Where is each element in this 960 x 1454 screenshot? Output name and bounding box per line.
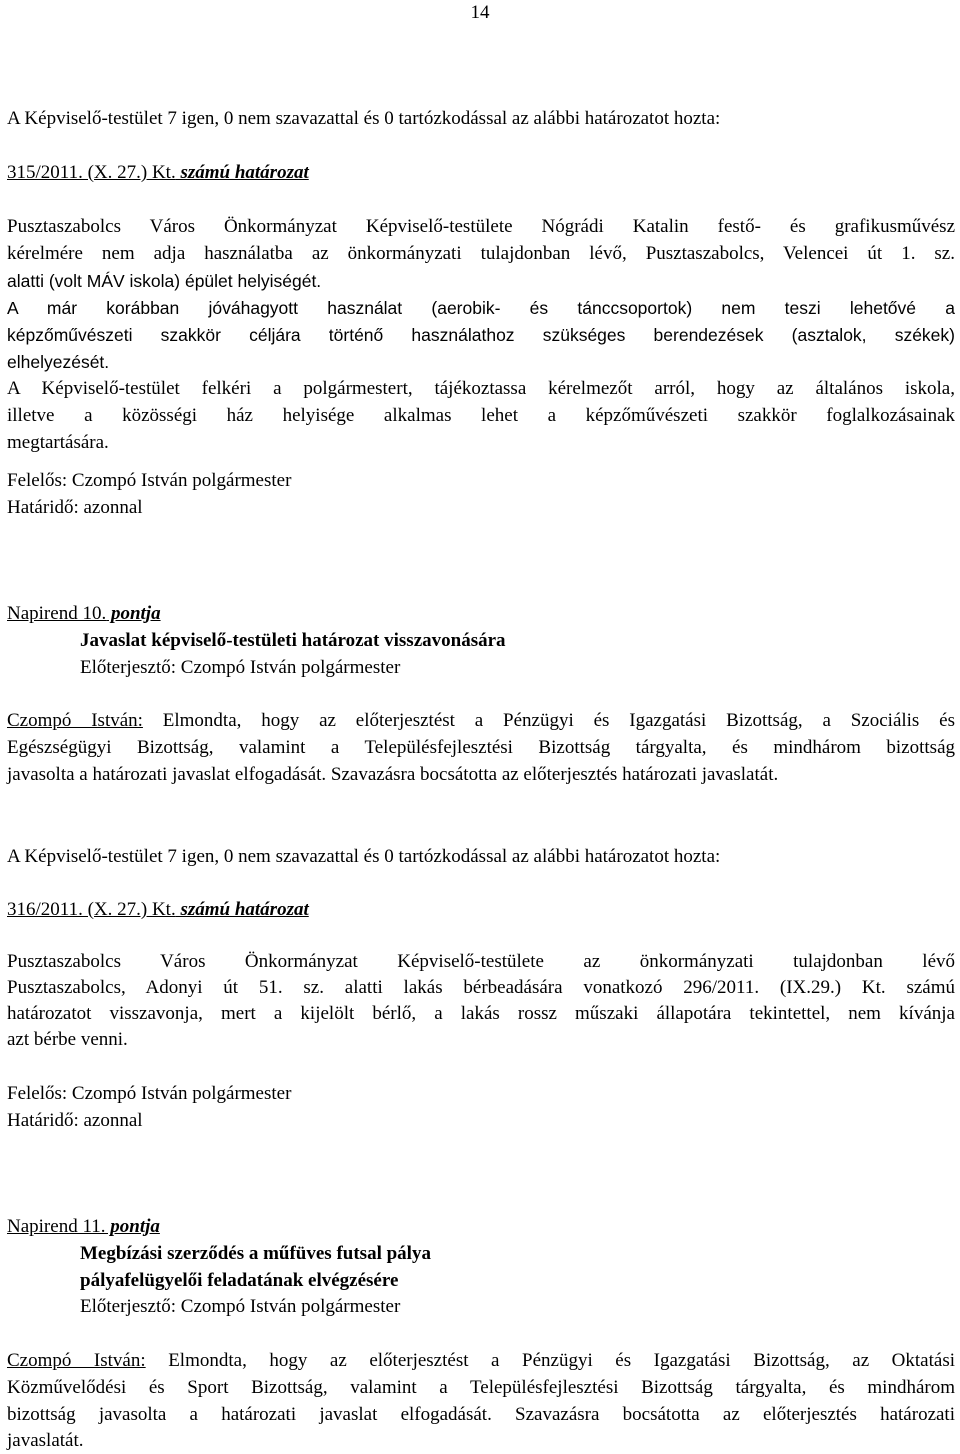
resolution-316-heading: [7, 899, 955, 921]
vote-statement-1: A Képviselő-testület 7 igen, 0 nem szavazattal és 0 tartózkodással az alábbi határozatot hozta:: [7, 108, 721, 129]
resolution-315-responsible: Felelős: Czompó István polgármester: [7, 470, 292, 491]
agenda-10-presenter: Előterjesztő: Czompó István polgármester: [80, 657, 401, 678]
agenda-11-minutes-line: bizottság javasolta a határozati javaslat elfogadását. Szavazásra bocsátotta az előterjesztés határozati: [7, 1404, 955, 1425]
agenda-11-point: pontja: [105, 1216, 160, 1237]
resolution-315-number: 315/2011. (X. 27.) Kt.: [7, 162, 176, 183]
resolution-316-line: Pusztaszabolcs Város Önkormányzat Képviselő-testülete az önkormányzati tulajdonban lévő: [7, 951, 955, 972]
resolution-315-heading: [7, 162, 955, 184]
resolution-315-line: illetve a közösségi ház helyisége alkalmas lehet a képzőművészeti szakkör foglalkozásainak: [7, 405, 955, 426]
agenda-10-point: pontja: [106, 603, 161, 624]
agenda-11-speaker: Czompó István:: [7, 1350, 146, 1371]
resolution-315-line: megtartására.: [7, 432, 109, 453]
resolution-315-line: A már korábban jóváhagyott használat (aerobik- és tánccsoportok) nem teszi lehetővé a: [7, 298, 955, 318]
resolution-316-label: számú határozat: [175, 899, 309, 920]
resolution-315-line: A Képviselő-testület felkéri a polgármestert, tájékoztassa kérelmezőt arról, hogy az általános iskola,: [7, 378, 955, 399]
agenda-10-minutes-text: Elmondta, hogy az előterjesztést a Pénzügyi és Igazgatási Bizottság, a Szociális és: [142, 710, 955, 731]
agenda-11-label: [7, 1216, 955, 1238]
resolution-316-deadline: Határidő: azonnal: [7, 1110, 143, 1131]
page-number: 14: [470, 2, 490, 23]
agenda-11-minutes-line: Közművelődési és Sport Bizottság, valamint a Településfejlesztési Bizottság tárgyalta, és mindhárom: [7, 1377, 955, 1398]
resolution-315-line: kérelmére nem adja használatba az önkormányzati tulajdonban lévő, Pusztaszabolcs, Velencei út 1. sz.: [7, 243, 955, 264]
agenda-11-minutes-line: javaslatát.: [7, 1430, 84, 1451]
agenda-10-title: Javaslat képviselő-testületi határozat visszavonására: [80, 630, 506, 651]
resolution-315-line: képzőművészeti szakkör céljára történő használathoz szükséges berendezések (asztalok, székek): [7, 325, 955, 345]
resolution-315-deadline: Határidő: azonnal: [7, 497, 143, 518]
resolution-315-line: elhelyezését.: [7, 352, 110, 372]
agenda-11-minutes-text: Elmondta, hogy az előterjesztést a Pénzügyi és Igazgatási Bizottság, az Oktatási: [145, 1350, 955, 1371]
agenda-10-label: [7, 603, 955, 625]
agenda-11-presenter: Előterjesztő: Czompó István polgármester: [80, 1296, 401, 1317]
resolution-316-line: azt bérbe venni.: [7, 1029, 128, 1050]
resolution-315-line: Pusztaszabolcs Város Önkormányzat Képviselő-testülete Nógrádi Katalin festő- és grafikusművész: [7, 216, 955, 237]
resolution-315-label: számú határozat: [175, 162, 309, 183]
agenda-11-title-line-1: Megbízási szerződés a műfüves futsal pálya: [80, 1243, 431, 1264]
vote-statement-2: A Képviselő-testület 7 igen, 0 nem szavazattal és 0 tartózkodással az alábbi határozatot hozta:: [7, 846, 721, 867]
agenda-11-minutes-line: [7, 1350, 955, 1372]
agenda-11-title-line-2: pályafelügyelői feladatának elvégzésére: [80, 1270, 399, 1291]
resolution-316-number: 316/2011. (X. 27.) Kt.: [7, 899, 176, 920]
agenda-11-number: Napirend 11.: [7, 1216, 106, 1237]
resolution-316-line: Pusztaszabolcs, Adonyi út 51. sz. alatti lakás bérbeadására vonatkozó 296/2011. (IX.29.) Kt. számú: [7, 977, 955, 998]
resolution-315-line: alatti (volt MÁV iskola) épület helyiségét.: [7, 271, 322, 291]
agenda-10-minutes-line: Egészségügyi Bizottság, valamint a Településfejlesztési Bizottság tárgyalta, és mindhárom bizottság: [7, 737, 955, 758]
agenda-10-minutes-line: javasolta a határozati javaslat elfogadását. Szavazásra bocsátotta az előterjesztés határozati javaslatát.: [7, 764, 779, 785]
agenda-10-speaker: Czompó István:: [7, 710, 143, 731]
resolution-316-line: határozatot visszavonja, mert a kijelölt bérlő, a lakás rossz műszaki állapotára tekintettel, nem kívánja: [7, 1003, 955, 1024]
agenda-10-minutes-line: [7, 710, 955, 732]
agenda-10-number: Napirend 10.: [7, 603, 107, 624]
resolution-316-responsible: Felelős: Czompó István polgármester: [7, 1083, 292, 1104]
